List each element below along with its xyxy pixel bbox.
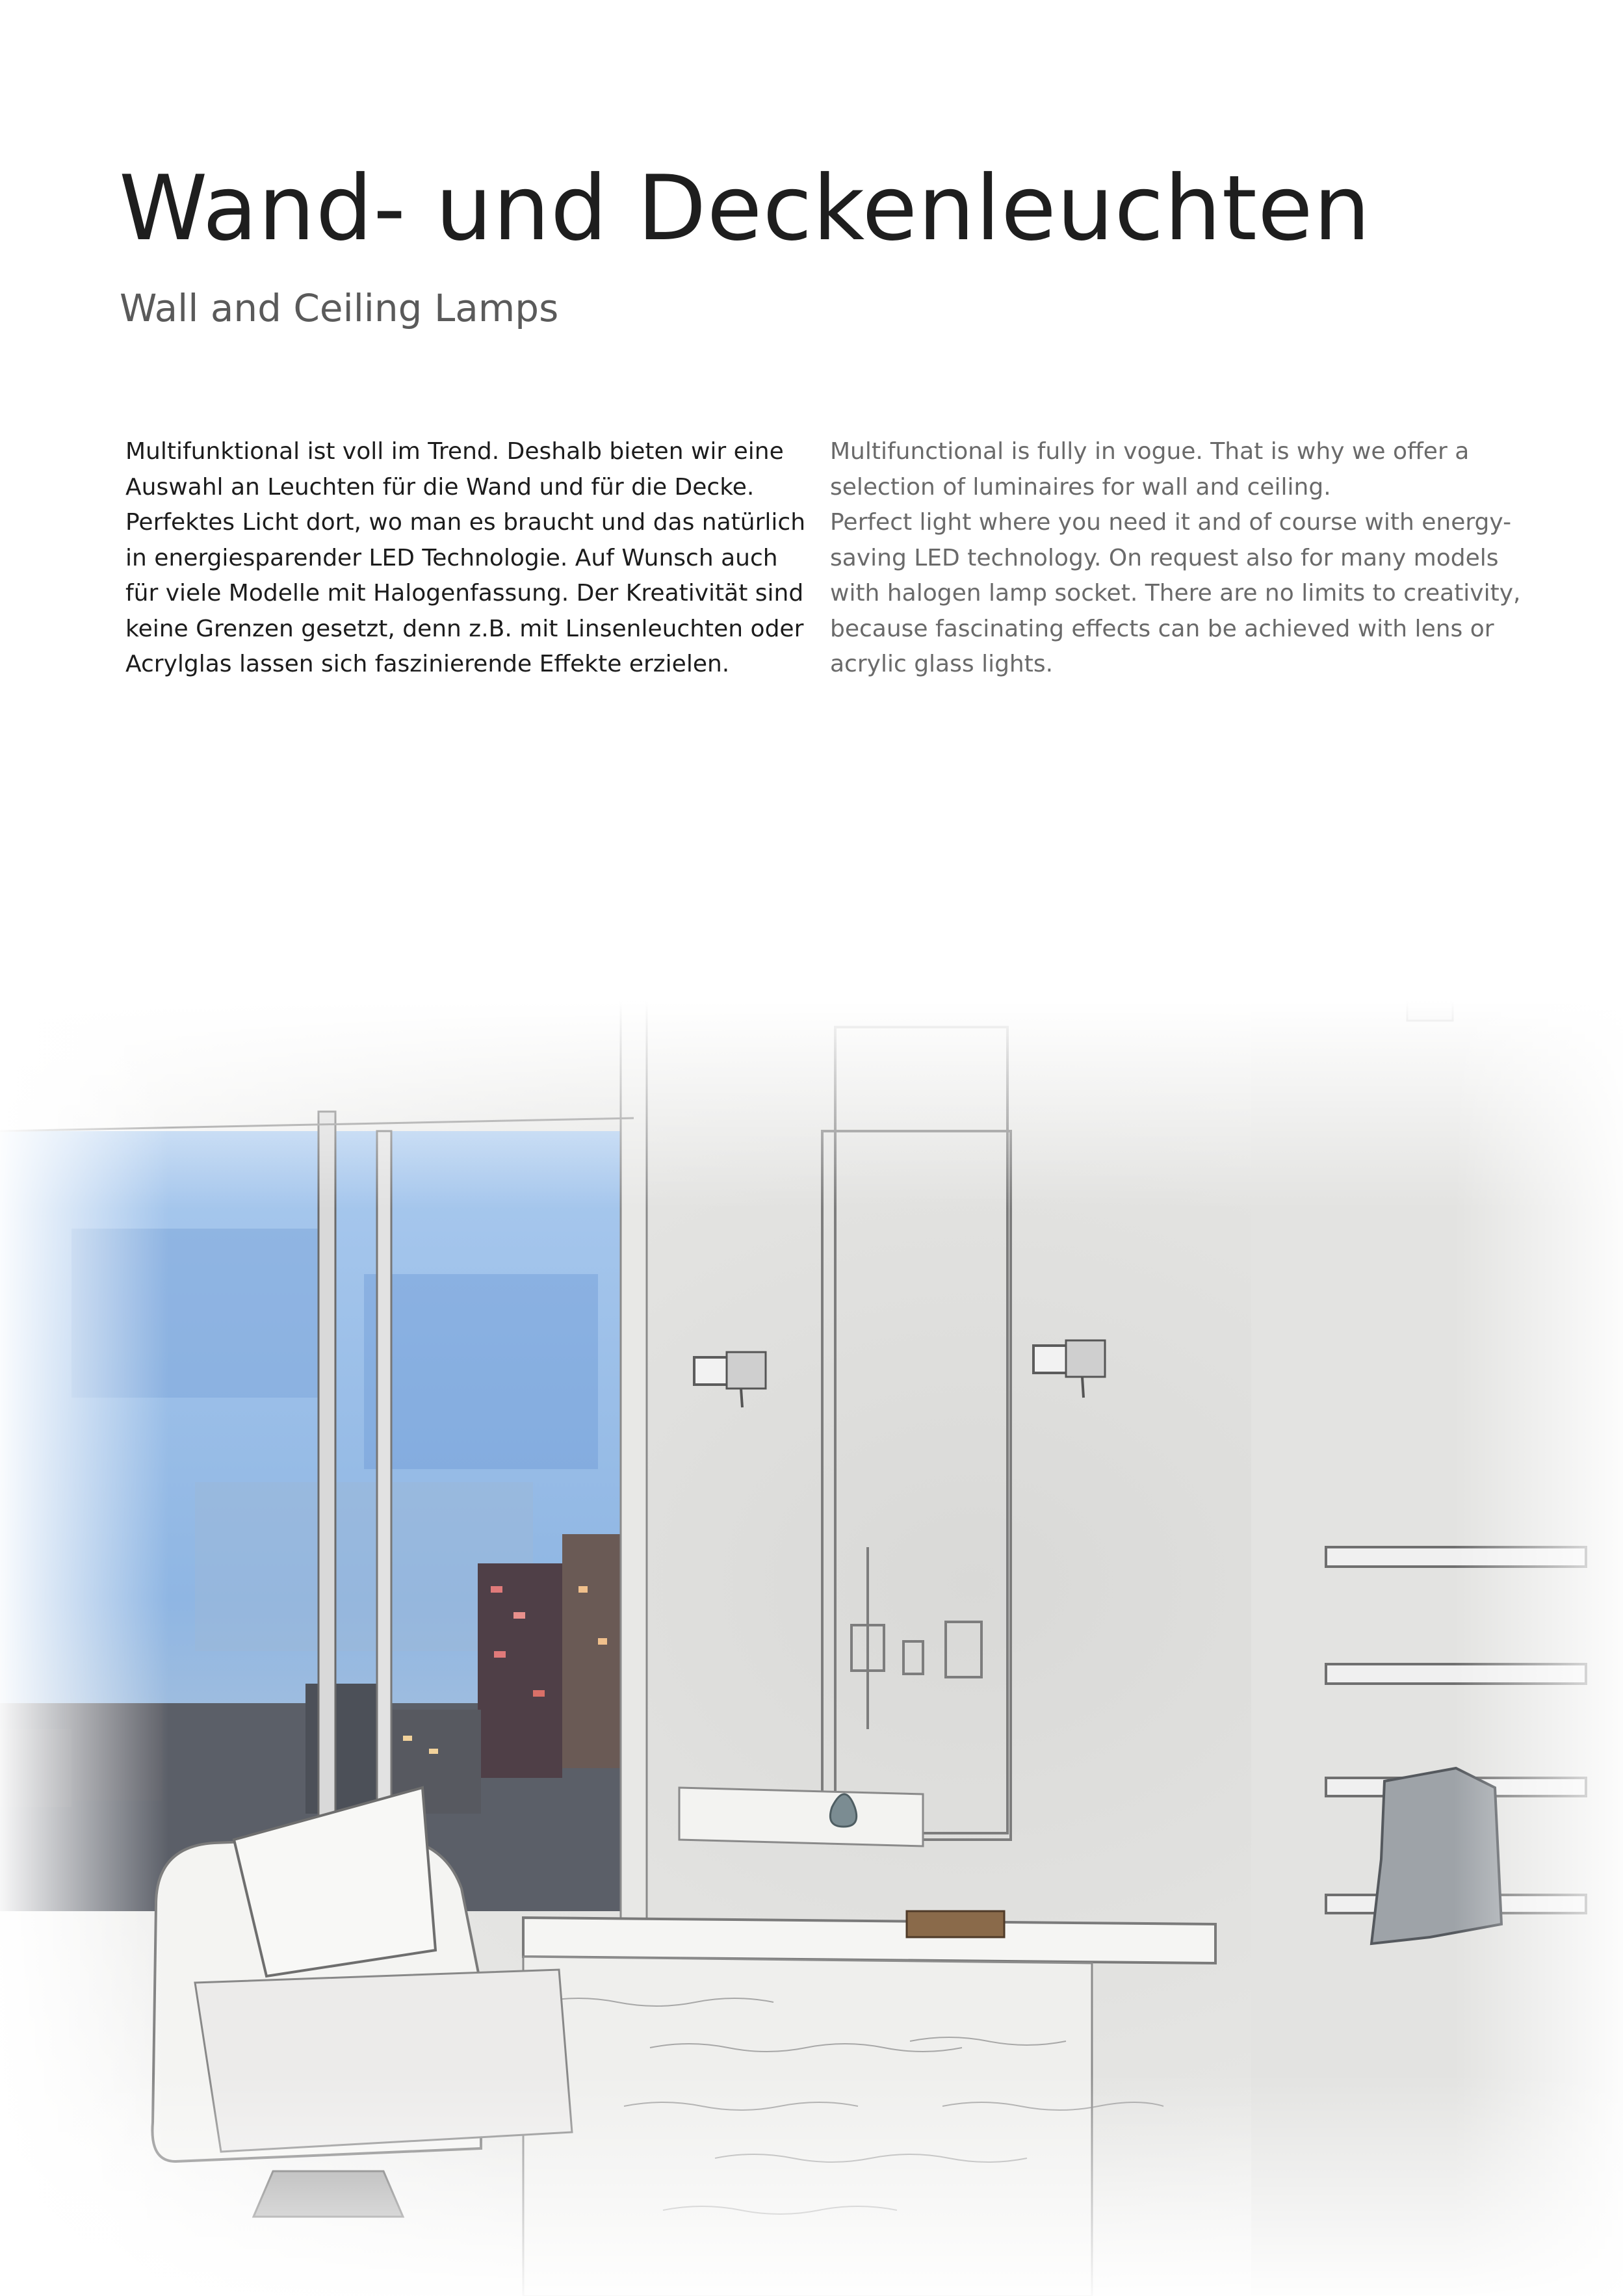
- text-line: keine Grenzen gesetzt, denn z.B. mit Linsenleuchten oder: [125, 615, 804, 642]
- page-title: Wand- und Deckenleuchten: [119, 156, 1371, 261]
- text-line: because fascinating effects can be achieved with lens or: [830, 615, 1494, 642]
- description-english: [830, 434, 1521, 683]
- page-subtitle: Wall and Ceiling Lamps: [120, 286, 559, 330]
- text-line: with halogen lamp socket. There are no limits to creativity,: [830, 580, 1521, 607]
- text-line: acrylic glass lights.: [830, 651, 1054, 677]
- text-line: Auswahl an Leuchten für die Wand und für die Decke.: [125, 473, 755, 501]
- text-line: Multifunktional ist voll im Trend. Deshalb bieten wir eine: [125, 438, 784, 465]
- text-line: saving LED technology. On request also for many models: [830, 544, 1499, 571]
- text-line: Perfect light where you need it and of course with energy-: [830, 509, 1512, 536]
- text-line: Acrylglas lassen sich faszinierende Effekte erzielen.: [125, 651, 730, 677]
- text-line: Multifunctional is fully in vogue. That is why we offer a: [830, 438, 1470, 465]
- description-german: [125, 434, 808, 683]
- text-line: in energiesparender LED Technologie. Auf Wunsch auch: [125, 544, 778, 571]
- sketch-image: [0, 1001, 1623, 2296]
- text-line: Perfektes Licht dort, wo man es braucht und das natürlich: [125, 509, 806, 536]
- bathroom-sketch-illustration: [0, 1001, 1623, 2296]
- text-line: für viele Modelle mit Halogenfassung. Der Kreativität sind: [125, 580, 804, 607]
- text-line: selection of luminaires for wall and ceiling.: [830, 473, 1331, 501]
